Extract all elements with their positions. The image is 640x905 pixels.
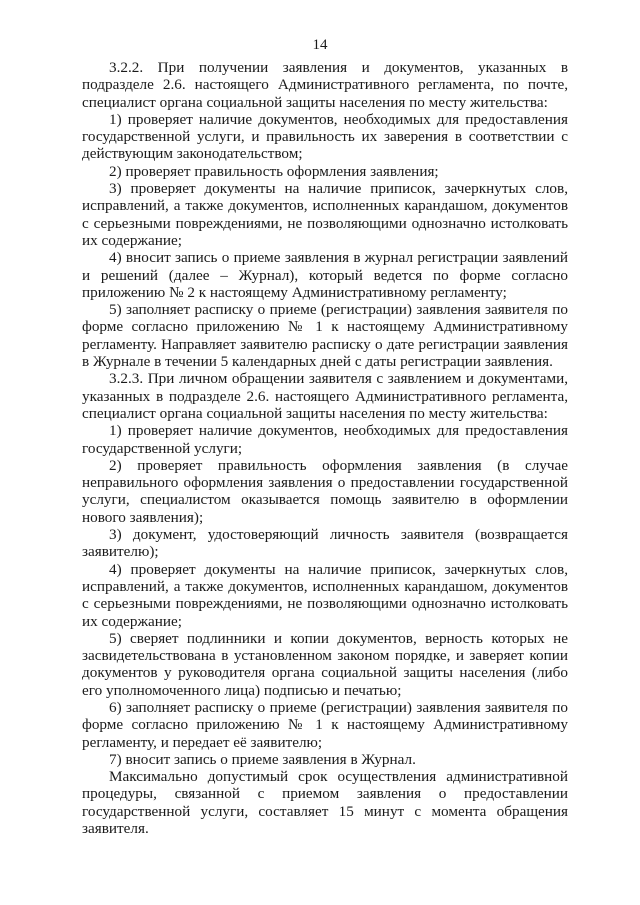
list-item-4: 4) проверяет документы на наличие приписок, зачеркнутых слов, исправлений, а также документов, исполненных карандашом, документов с серьезными повреждениями, не позволяющими однозначно истолковать их содержание; <box>82 560 568 630</box>
list-item-5: 5) заполняет расписку о приеме (регистрации) заявления заявителя по форме согласно приложению № 1 к настоящему Административному регламенту. Направляет заявителю расписку о дате регистрации заявления в Журнале в течении 5 календарных дней с даты регистрации заявления. <box>82 301 568 371</box>
paragraph-3-2-3: 3.2.3. При личном обращении заявителя с заявлением и документами, указанных в подразделе 2.6. настоящего Административного регламента, специалист органа социальной защиты населения по месту жительства: <box>82 370 568 422</box>
list-item-1: 1) проверяет наличие документов, необходимых для предоставления государственной услуги; <box>82 422 568 457</box>
document-body <box>82 59 568 837</box>
list-item-4: 4) вносит запись о приеме заявления в журнал регистрации заявлений и решений (далее – Журнал), который ведется по форме согласно приложению № 2 к настоящему Административному регламенту; <box>82 249 568 301</box>
list-item-3: 3) проверяет документы на наличие приписок, зачеркнутых слов, исправлений, а также документов, исполненных карандашом, документов с серьезными повреждениями, не позволяющими однозначно истолковать их содержание; <box>82 180 568 249</box>
list-item-7: 7) вносит запись о приеме заявления в Журнал. <box>109 750 416 768</box>
paragraph-max-duration: Максимально допустимый срок осуществления административной процедуры, связанной с приемом заявления о предоставлении государственной услуги, составляет 15 минут с момента обращения заявителя. <box>82 768 568 838</box>
paragraph-3-2-2: 3.2.2. При получении заявления и документов, указанных в подразделе 2.6. настоящего Административного регламента, по почте, специалист органа социальной защиты населения по месту жительства: <box>82 59 568 111</box>
list-item-2: 2) проверяет правильность оформления заявления; <box>109 162 439 180</box>
list-item-6: 6) заполняет расписку о приеме (регистрации) заявления заявителя по форме согласно приложению № 1 к настоящему Административному регламенту, и передает её заявителю; <box>82 698 568 751</box>
page-number: 14 <box>312 37 328 53</box>
list-item-1: 1) проверяет наличие документов, необходимых для предоставления государственной услуги, и правильность их заверения в соответствии с действующим законодательством; <box>82 110 568 163</box>
list-item-2: 2) проверяет правильность оформления заявления (в случае неправильного оформления заявления о предоставлении государственной услуги, специалистом оказывается помощь заявителю в оформлении нового заявления); <box>82 456 568 526</box>
list-item-5: 5) сверяет подлинники и копии документов, верность которых не засвидетельствована в установленном законом порядке, и заверяет копии документов у руководителя органа социальной защиты населения (либо его уполномоченного лица) подписью и печатью; <box>82 629 568 699</box>
list-item-3: 3) документ, удостоверяющий личность заявителя (возвращается заявителю); <box>82 526 568 561</box>
